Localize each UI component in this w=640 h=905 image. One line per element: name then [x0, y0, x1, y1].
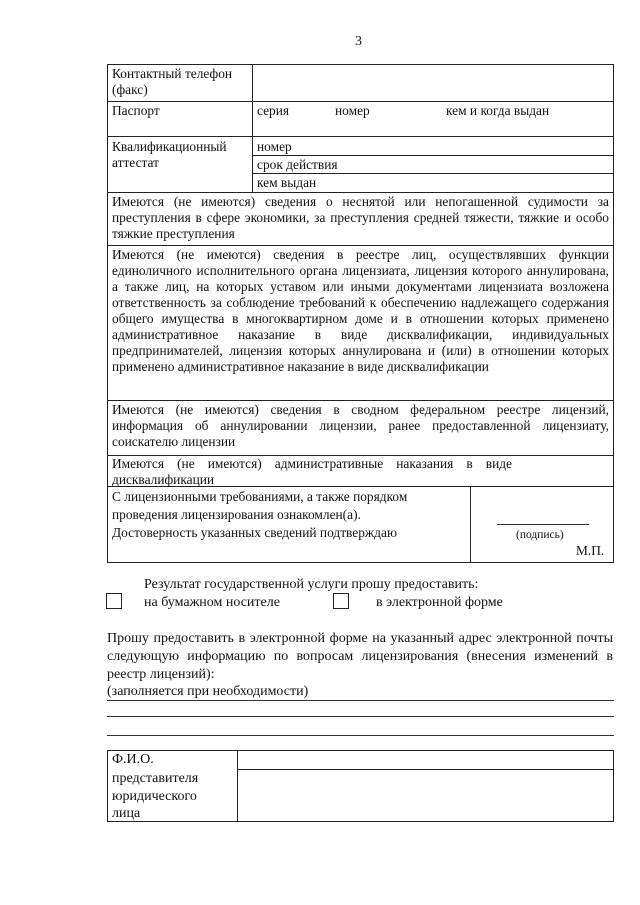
fio-label-2: представителя: [112, 771, 199, 786]
federal-registry-row: Имеются (не имеются) сведения в сводном федеральном реестре лицензий, информация об аннулировании лицензии, ранее предоставленной лицензиату, соискателю лицензии: [112, 402, 609, 449]
paper-checkbox[interactable]: [106, 593, 122, 609]
email-line-1[interactable]: [107, 700, 614, 701]
ack-line-1: С лицензионными требованиями, а также порядком: [112, 489, 408, 504]
passport-number-label: номер: [335, 103, 370, 118]
result-heading: Результат государственной услуги прошу предоставить:: [144, 577, 479, 592]
ack-line-2: проведения лицензирования ознакомлен(а).: [112, 507, 361, 522]
passport-label: Паспорт: [112, 103, 160, 118]
paper-option-label: на бумажном носителе: [144, 595, 280, 610]
email-request-note: (заполняется при необходимости): [107, 684, 309, 699]
stamp-label: М.П.: [576, 543, 605, 558]
page-number: 3: [355, 34, 362, 49]
attestat-number-label: номер: [257, 139, 292, 154]
representative-name-field[interactable]: [238, 770, 613, 821]
fio-label-1: Ф.И.О.: [112, 752, 154, 767]
passport-series-label: серия: [257, 103, 290, 118]
contact-phone-label: Контактный телефон (факс): [112, 66, 233, 97]
admin-penalty-row: Имеются (не имеются) административные наказания в виде дисквалификации: [112, 456, 512, 487]
signature-line[interactable]: [497, 524, 589, 525]
email-request-text: Прошу предоставить в электронной форме на указанный адрес электронной почты следующую информацию по вопросам лицензирования (внесения изменений в реестр лицензий):: [107, 631, 613, 682]
ack-line-3: Достоверность указанных сведений подтверждаю: [112, 525, 397, 540]
electronic-option-label: в электронной форме: [376, 595, 503, 610]
attestat-issued-label: кем выдан: [257, 175, 317, 190]
signature-caption: (подпись): [516, 529, 564, 541]
attestat-label: Квалификационный аттестат: [112, 139, 227, 170]
registry-info-row: Имеются (не имеются) сведения в реестре лиц, осуществлявших функции единоличного исполнительного органа лицензиата, лицензия которого аннулирована, а также лиц, на которых уставом или иными документами лицензиата возложена ответственность за соблюдение требований к обеспечению надлежащего содержания общего имущества в многоквартирном доме и в отношении которых применено административное наказание в виде дисквалификации, индивидуальных предпринимателей, лицензия которых аннулирована и (или) в отношении которых применено административное наказание в виде дисквалификации: [112, 247, 609, 374]
email-line-3[interactable]: [107, 735, 614, 736]
attestat-validity-label: срок действия: [257, 157, 338, 172]
fio-label-3: юридического: [112, 789, 197, 804]
conviction-info-row: Имеются (не имеются) сведения о неснятой или непогашенной судимости за преступления в сфере экономики, за преступления средней тяжести, тяжкие и особо тяжкие преступления: [112, 194, 609, 241]
fio-label-4: лица: [112, 806, 141, 821]
passport-issued-label: кем и когда выдан: [446, 103, 550, 118]
email-line-2[interactable]: [107, 716, 614, 717]
contact-phone-field[interactable]: [253, 65, 613, 101]
electronic-checkbox[interactable]: [333, 593, 349, 609]
